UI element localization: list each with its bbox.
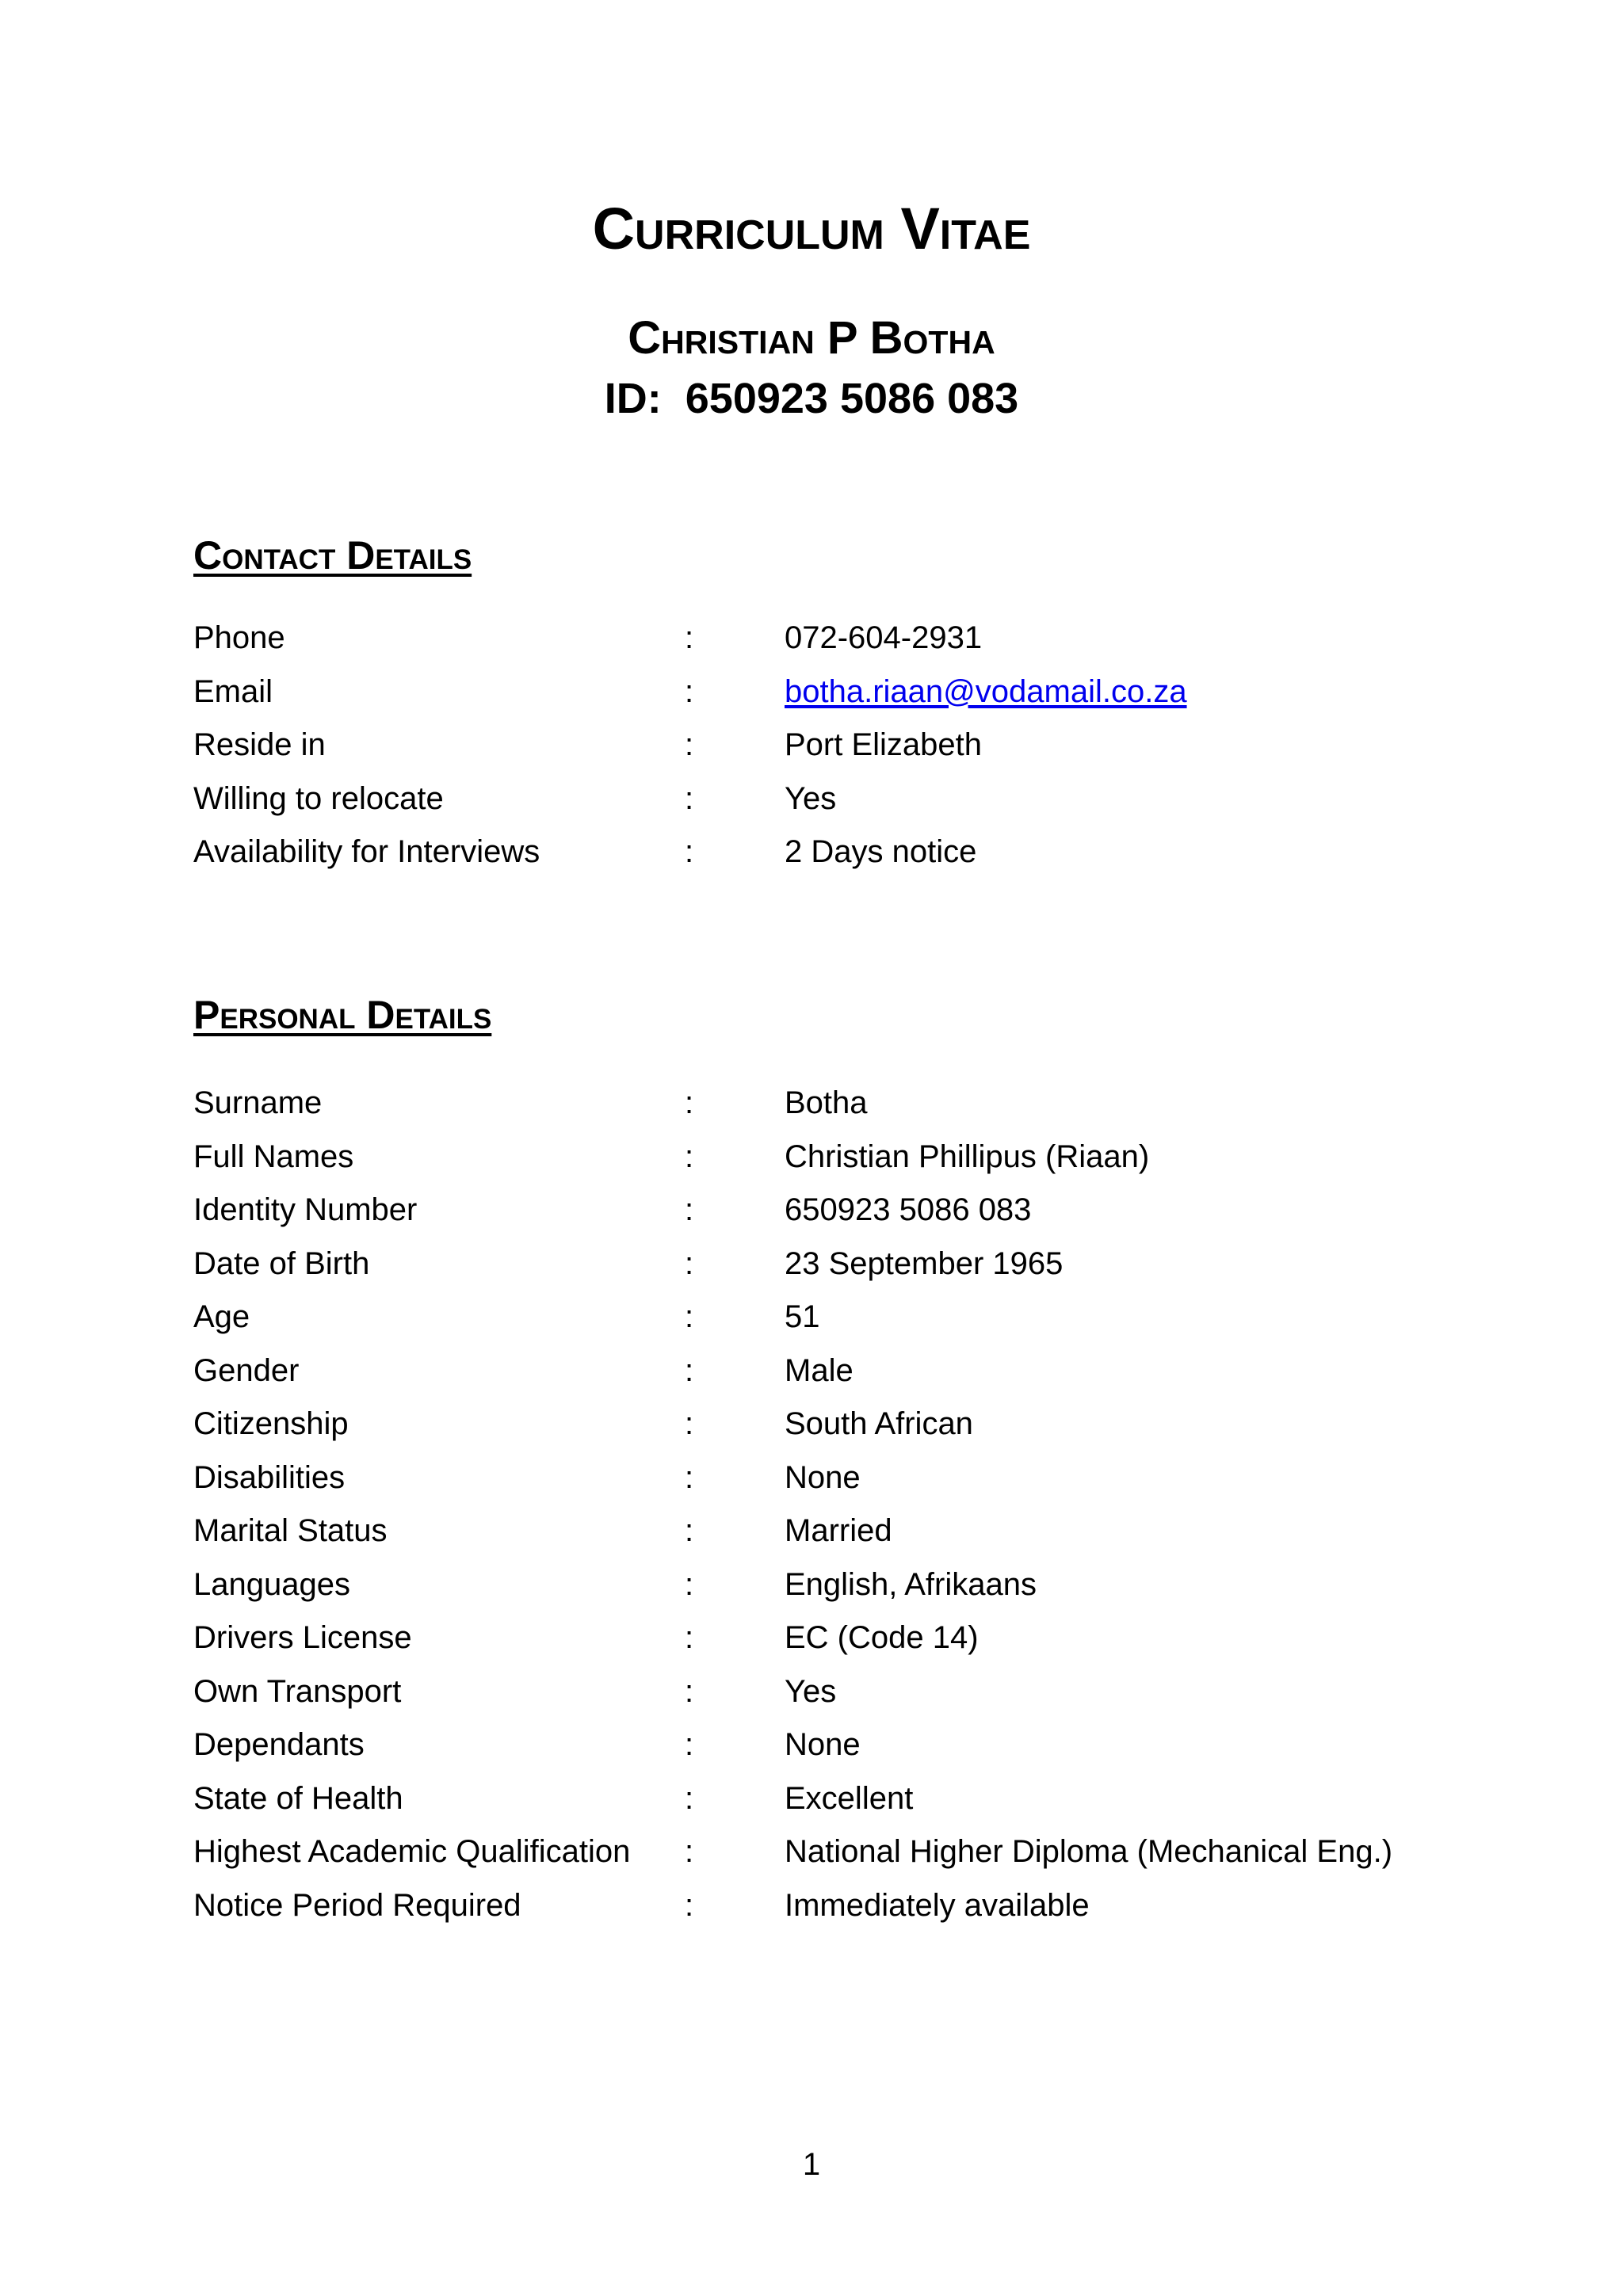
row-separator: :: [685, 1887, 694, 1923]
row-value: 2 Days notice: [785, 834, 977, 869]
row-separator: :: [685, 1513, 694, 1548]
row-label: Willing to relocate: [193, 780, 444, 816]
contact-details-heading: Contact Details: [193, 533, 472, 578]
row-label: Phone: [193, 620, 285, 655]
row-separator: :: [685, 673, 694, 709]
row-label: Own Transport: [193, 1673, 402, 1709]
row-label: Date of Birth: [193, 1245, 370, 1281]
row-value: National Higher Diploma (Mechanical Eng.): [785, 1834, 1393, 1869]
personal-row-languages: [0, 1558, 1623, 1612]
personal-row-surname: [0, 1077, 1623, 1131]
row-value: Yes: [785, 1673, 837, 1709]
personal-row-full-names: [0, 1131, 1623, 1184]
personal-row-own-transport: [0, 1665, 1623, 1719]
row-label: Highest Academic Qualification: [193, 1834, 631, 1869]
personal-row-state-of-health: [0, 1772, 1623, 1826]
personal-row-citizenship: [0, 1398, 1623, 1451]
row-label: Reside in: [193, 727, 326, 762]
row-label: Notice Period Required: [193, 1887, 521, 1923]
row-label: Drivers License: [193, 1620, 412, 1655]
row-separator: :: [685, 1834, 694, 1869]
personal-row-marital-status: [0, 1505, 1623, 1558]
row-label: Marital Status: [193, 1513, 388, 1548]
row-separator: :: [685, 620, 694, 655]
row-separator: :: [685, 1780, 694, 1816]
row-label: State of Health: [193, 1780, 403, 1816]
row-label: Citizenship: [193, 1406, 349, 1441]
personal-row-dependants: [0, 1718, 1623, 1772]
row-value: English, Afrikaans: [785, 1566, 1037, 1602]
row-separator: :: [685, 1245, 694, 1281]
row-separator: :: [685, 1673, 694, 1709]
row-value: Excellent: [785, 1780, 914, 1816]
row-label: Dependants: [193, 1727, 365, 1762]
row-separator: :: [685, 727, 694, 762]
candidate-name: Christian P Botha: [628, 312, 995, 364]
row-separator: :: [685, 834, 694, 869]
row-value: Christian Phillipus (Riaan): [785, 1138, 1150, 1174]
personal-row-age: [0, 1291, 1623, 1344]
row-value: South African: [785, 1406, 973, 1441]
row-separator: :: [685, 1352, 694, 1388]
row-separator: :: [685, 780, 694, 816]
row-value: Yes: [785, 780, 837, 816]
contact-row-availability: [0, 826, 1623, 879]
row-separator: :: [685, 1727, 694, 1762]
contact-row-email: [0, 666, 1623, 719]
row-value: None: [785, 1727, 861, 1762]
row-value: None: [785, 1459, 861, 1495]
row-separator: :: [685, 1085, 694, 1120]
personal-details-heading: Personal Details: [193, 993, 492, 1037]
row-value: Immediately available: [785, 1887, 1090, 1923]
row-separator: :: [685, 1299, 694, 1334]
row-value: Male: [785, 1352, 854, 1388]
personal-row-date-of-birth: [0, 1238, 1623, 1291]
personal-row-disabilities: [0, 1451, 1623, 1505]
row-label: Disabilities: [193, 1459, 346, 1495]
contact-row-phone: [0, 612, 1623, 666]
row-value: 23 September 1965: [785, 1245, 1064, 1281]
row-label: Full Names: [193, 1138, 354, 1174]
contact-row-relocate: [0, 772, 1623, 826]
row-label: Identity Number: [193, 1192, 418, 1227]
row-value: 072-604-2931: [785, 620, 983, 655]
row-label: Surname: [193, 1085, 323, 1120]
personal-details-list: [0, 1077, 1623, 1932]
row-value: 650923 5086 083: [785, 1192, 1032, 1227]
row-separator: :: [685, 1566, 694, 1602]
contact-details-list: [0, 612, 1623, 879]
contact-row-reside-in: [0, 719, 1623, 772]
row-label: Age: [193, 1299, 250, 1334]
personal-row-qualification: [0, 1825, 1623, 1879]
row-value: EC (Code 14): [785, 1620, 979, 1655]
row-label: Availability for Interviews: [193, 834, 540, 869]
candidate-id: ID: 650923 5086 083: [604, 375, 1019, 422]
row-value: Married: [785, 1513, 892, 1548]
row-value: Port Elizabeth: [785, 727, 983, 762]
row-separator: :: [685, 1138, 694, 1174]
row-separator: :: [685, 1620, 694, 1655]
row-label: Languages: [193, 1566, 350, 1602]
personal-row-drivers-license: [0, 1611, 1623, 1665]
row-separator: :: [685, 1406, 694, 1441]
row-label: Gender: [193, 1352, 300, 1388]
row-label: Email: [193, 673, 273, 709]
row-separator: :: [685, 1192, 694, 1227]
personal-row-gender: [0, 1344, 1623, 1398]
document-title: Curriculum Vitae: [592, 196, 1031, 261]
personal-row-identity-number: [0, 1184, 1623, 1238]
email-link[interactable]: botha.riaan@vodamail.co.za: [785, 673, 1187, 709]
row-value: Botha: [785, 1085, 868, 1120]
personal-row-notice-period: [0, 1879, 1623, 1933]
row-separator: :: [685, 1459, 694, 1495]
row-value: 51: [785, 1299, 820, 1334]
page-number: 1: [802, 2147, 821, 2182]
